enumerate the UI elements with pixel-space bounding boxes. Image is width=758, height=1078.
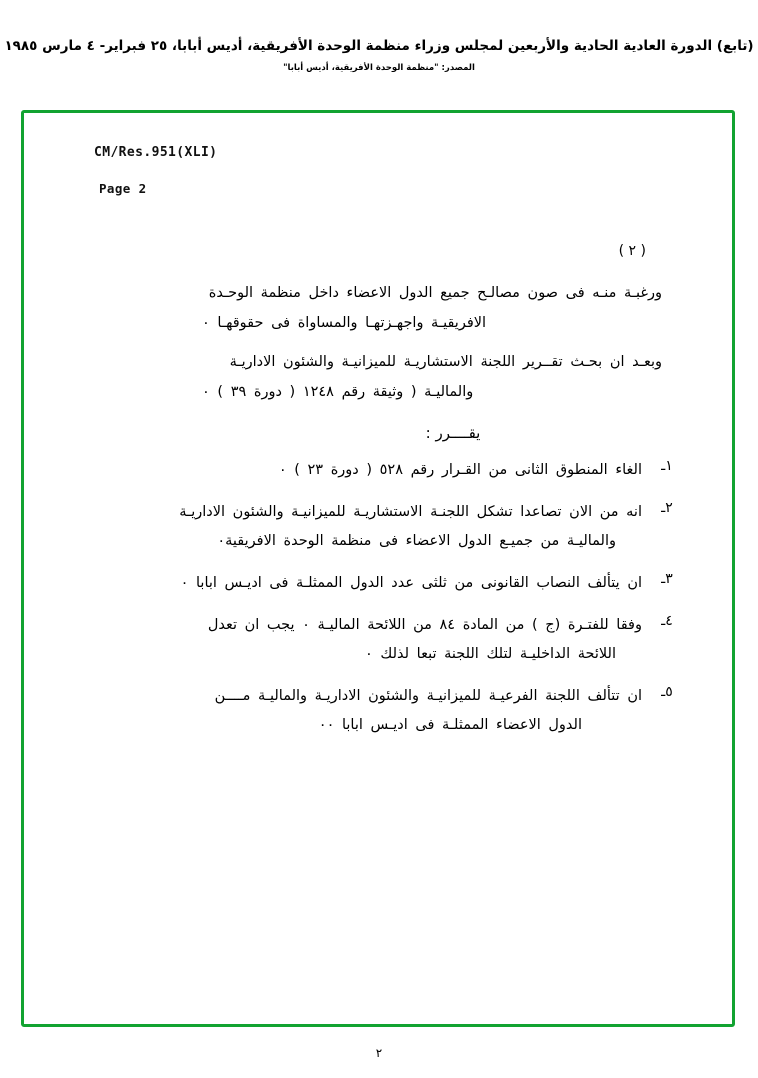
clause-item bbox=[64, 569, 692, 598]
clause-text bbox=[64, 456, 642, 485]
preamble-paragraph-1 bbox=[64, 279, 692, 338]
paragraph-number: ( ٢ ) bbox=[618, 243, 646, 259]
clause-line-1: انه من الان تصاعدا تشكل اللجنـة الاستشاريـة للميزانيـة والشئون الاداريـة bbox=[179, 503, 642, 520]
clause-list bbox=[64, 456, 692, 740]
preamble-paragraph-2 bbox=[64, 348, 692, 407]
preamble-line-2: الافريقيـة واجهـزتهـا والمساواة فى حقوقهـا ٠ bbox=[202, 314, 487, 331]
typed-header-block bbox=[24, 145, 732, 196]
clause-line-2: الدول الاعضاء الممثلـة فى اديـس ابابا ٠٠ bbox=[318, 716, 582, 733]
preamble-line-1: ورغبـة منـه فى صون مصالـح جميع الدول الاعضاء داخل منظمة الوحـدة bbox=[208, 285, 662, 301]
clause-number: ١ـ bbox=[661, 457, 673, 474]
clause-text bbox=[64, 611, 642, 669]
clause-line-2: اللائحة الداخليـة لتلك اللجنة تبعا لذلك ٠ bbox=[364, 645, 616, 662]
document-header bbox=[0, 38, 758, 73]
document-body bbox=[64, 243, 692, 753]
clause-line-1: ان تتألف اللجنة الفرعيـة للميزانيـة والشئون الاداريـة والماليـة مــــن bbox=[214, 687, 642, 704]
scanned-page-frame bbox=[21, 110, 735, 1027]
clause-item bbox=[64, 682, 692, 740]
page-label: Page 2 bbox=[99, 181, 147, 196]
clause-line-1: وفقا للفتـرة (ج ) من المادة ٨٤ من اللائحة الماليـة ٠ يجب ان تعدل bbox=[207, 616, 642, 633]
preamble-line-4: والماليـة ( وثيقة رقم ١٢٤٨ ( دورة ٣٩ ) ٠ bbox=[202, 384, 474, 401]
clause-text bbox=[64, 682, 642, 740]
clause-item bbox=[64, 611, 692, 669]
clause-number: ٢ـ bbox=[661, 499, 673, 516]
footer-page-number: ٢ bbox=[375, 1046, 383, 1060]
clause-number: ٥ـ bbox=[661, 683, 673, 700]
document-symbol: CM/Res.951(XLI) bbox=[94, 145, 218, 160]
clause-text bbox=[64, 569, 642, 598]
decides-label: يقــــرر : bbox=[425, 423, 481, 442]
preamble-line-3: وبعـد ان بحـث تقــرير اللجنة الاستشاريـة للميزانيـة والشئون الاداريـة bbox=[229, 354, 662, 371]
session-title: (تابع) الدورة العادية الحادية والأربعين لمجلس وزراء منظمة الوحدة الأفريقية، أديس أبابا، ٢٥ فبراير- ٤ مارس ١٩٨٥ bbox=[4, 38, 754, 54]
clause-text bbox=[64, 498, 642, 556]
clause-item bbox=[64, 456, 692, 485]
clause-number: ٣ـ bbox=[661, 570, 673, 587]
clause-line-2: والماليـة من جميـع الدول الاعضاء فى منظمة الوحدة الافريقية٠ bbox=[217, 532, 616, 549]
clause-line-1: ان يتألف النصاب القانونى من ثلثى عدد الدول الممثلـة فى اديـس ابابا ٠ bbox=[180, 574, 642, 591]
source-note: المصدر: "منظمة الوحدة الأفريقية، أديس أبابا" bbox=[283, 63, 475, 73]
clause-item bbox=[64, 498, 692, 556]
clause-number: ٤ـ bbox=[661, 612, 673, 629]
clause-line-1: الغاء المنطوق الثانى من القـرار رقم ٥٢٨ ( دورة ٢٣ ) ٠ bbox=[278, 461, 642, 478]
